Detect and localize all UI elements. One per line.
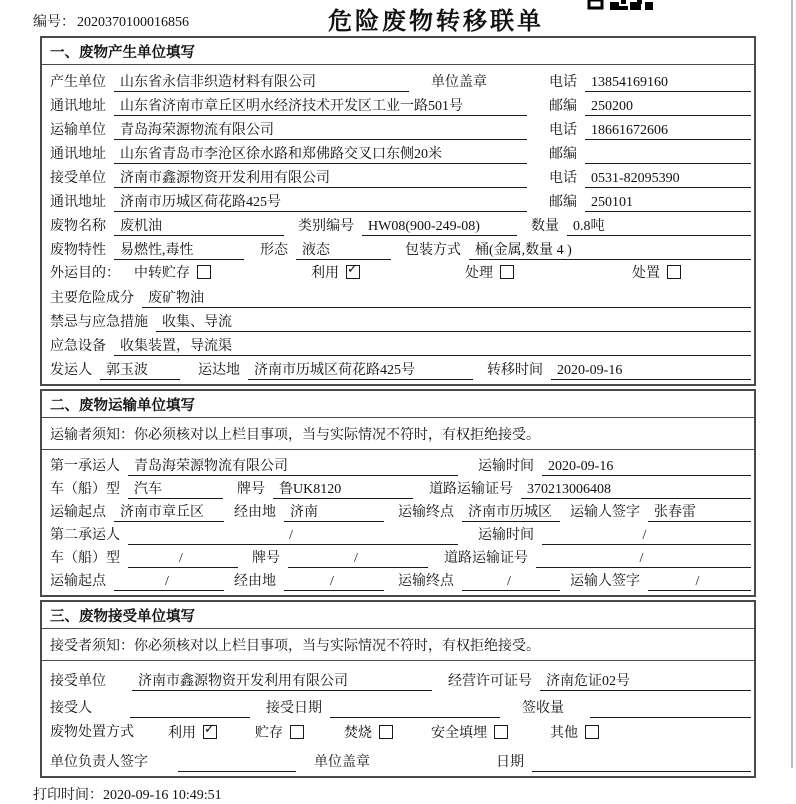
route2-sign-label: 运输人签字 bbox=[570, 574, 640, 589]
transport-notice: 运输者须知：你必须核对以上栏目事项，当与实际情况不符时，有权拒绝接受。 bbox=[42, 418, 754, 450]
transporter-phone-label: 电话 bbox=[549, 123, 577, 138]
section-receiver-rows bbox=[42, 661, 754, 776]
plate1-value: 鲁UK8120 bbox=[273, 481, 413, 499]
producer-zip-value: 250200 bbox=[585, 98, 751, 116]
checkbox-label: 利用 bbox=[168, 725, 196, 741]
transporter-address-value: 山东省青岛市李沧区徐水路和郑佛路交叉口东侧20米 bbox=[114, 146, 527, 164]
route2-via-label: 经由地 bbox=[234, 574, 276, 589]
form-row-waste-traits bbox=[42, 236, 754, 260]
section-receiver-heading: 三、废物接受单位填写 bbox=[42, 602, 754, 629]
checkbox-label: 处理 bbox=[465, 266, 493, 281]
purpose-option-dispose bbox=[632, 262, 681, 282]
form-row-transporter-address bbox=[42, 140, 754, 164]
row-left bbox=[50, 95, 527, 116]
checkbox-icon bbox=[346, 265, 360, 279]
disposal-method-label: 废物处置方式 bbox=[50, 725, 134, 740]
form-row-hazard bbox=[42, 284, 754, 308]
form-row-receiver-address bbox=[42, 188, 754, 212]
plate2-value: / bbox=[288, 550, 428, 568]
checkbox-icon bbox=[197, 265, 211, 279]
contraindication-value: 收集、导流 bbox=[156, 314, 751, 332]
destination-label: 运达地 bbox=[198, 363, 240, 378]
form-row-acceptance bbox=[42, 691, 754, 718]
print-time bbox=[33, 784, 796, 804]
carrier2-value: / bbox=[128, 527, 458, 545]
form-row-equipment bbox=[42, 332, 754, 356]
producer-seal-label: 单位盖章 bbox=[431, 75, 487, 90]
checkbox-label: 其他 bbox=[550, 725, 578, 741]
plate2-label: 牌号 bbox=[252, 551, 280, 566]
acceptance-date-label: 接受日期 bbox=[266, 701, 322, 716]
waste-qty-label: 数量 bbox=[531, 219, 559, 234]
form-row-vehicle1 bbox=[42, 476, 754, 499]
route1-via-value: 济南 bbox=[284, 504, 384, 522]
document-number-value: 2020370100016856 bbox=[77, 15, 189, 30]
checkbox-icon bbox=[290, 725, 304, 739]
waste-packing-label: 包装方式 bbox=[405, 243, 461, 258]
checkbox-icon bbox=[585, 725, 599, 739]
waste-name-label: 废物名称 bbox=[50, 219, 106, 234]
section-receiver bbox=[40, 600, 756, 778]
form-row-dispatch bbox=[42, 356, 754, 380]
waste-traits-label: 废物特性 bbox=[50, 243, 106, 258]
route1-sign-label: 运输人签字 bbox=[570, 505, 640, 520]
row-left bbox=[50, 191, 527, 212]
section-producer bbox=[40, 36, 756, 386]
checkbox-icon bbox=[494, 725, 508, 739]
checkbox-icon bbox=[667, 265, 681, 279]
purpose-option-utilize bbox=[311, 262, 360, 282]
route2-sign-value: / bbox=[648, 573, 751, 591]
carrier2-label: 第二承运人 bbox=[50, 528, 120, 543]
permit-value: 济南危证02号 bbox=[540, 673, 751, 691]
waste-name-value: 废机油 bbox=[114, 218, 284, 236]
destination-value: 济南市历城区荷花路425号 bbox=[248, 362, 473, 380]
license2-label: 道路运输证号 bbox=[444, 551, 528, 566]
transporter-label: 运输单位 bbox=[50, 123, 106, 138]
hazard-label: 主要危险成分 bbox=[50, 291, 134, 306]
section-transport-rows bbox=[42, 450, 754, 595]
disposal-option-other bbox=[550, 722, 599, 742]
form-row-signoff bbox=[42, 745, 754, 772]
license1-label: 道路运输证号 bbox=[429, 482, 513, 497]
form-row-route2 bbox=[42, 568, 754, 591]
checkbox-label: 处置 bbox=[632, 266, 660, 281]
section-transport bbox=[40, 389, 756, 597]
route2-via-value: / bbox=[284, 573, 384, 591]
purpose-option-transfer-storage bbox=[134, 262, 211, 282]
date-label: 日期 bbox=[496, 755, 524, 770]
row-right bbox=[539, 143, 751, 164]
equipment-value: 收集装置，导流渠 bbox=[114, 338, 751, 356]
form-row-carrier1 bbox=[42, 453, 754, 476]
receiver-value: 济南市鑫源物资开发利用有限公司 bbox=[114, 170, 527, 188]
transporter-zip-label: 邮编 bbox=[549, 147, 577, 162]
section-producer-heading: 一、废物产生单位填写 bbox=[42, 38, 754, 65]
responsible-sign-label: 单位负责人签字 bbox=[50, 755, 148, 770]
received-qty-value bbox=[590, 700, 751, 718]
producer-phone-label: 电话 bbox=[549, 75, 577, 90]
disposal-option-utilize bbox=[168, 722, 217, 742]
route2-start-value: / bbox=[114, 573, 224, 591]
dispatcher-label: 发运人 bbox=[50, 363, 92, 378]
route1-start-label: 运输起点 bbox=[50, 505, 106, 520]
date-value bbox=[532, 754, 751, 772]
waste-form-label: 形态 bbox=[260, 243, 288, 258]
row-left bbox=[50, 167, 527, 188]
row-left bbox=[50, 143, 527, 164]
waste-code-label: 类别编号 bbox=[298, 219, 354, 234]
route1-via-label: 经由地 bbox=[234, 505, 276, 520]
route2-end-label: 运输终点 bbox=[398, 574, 454, 589]
form-row-producer-address bbox=[42, 92, 754, 116]
equipment-label: 应急设备 bbox=[50, 339, 106, 354]
carrier1-time-value: 2020-09-16 bbox=[542, 458, 751, 476]
receiving-unit-value: 济南市鑫源物资开发利用有限公司 bbox=[132, 673, 432, 691]
received-qty-label: 签收量 bbox=[522, 701, 564, 716]
transporter-zip-value bbox=[585, 146, 751, 164]
section-producer-rows bbox=[42, 65, 754, 384]
carrier2-time-value: / bbox=[542, 527, 751, 545]
qr-code-fragment-icon bbox=[588, 0, 654, 10]
row-right bbox=[539, 167, 751, 188]
purpose-option-treat bbox=[465, 262, 514, 282]
form-row-producer bbox=[42, 68, 754, 92]
producer-label: 产生单位 bbox=[50, 75, 106, 90]
form-header bbox=[0, 0, 796, 36]
receiver-notice: 接受者须知：你必须核对以上栏目事项，当与实际情况不符时，有权拒绝接受。 bbox=[42, 629, 754, 661]
acceptor-label: 接受人 bbox=[50, 701, 92, 716]
transporter-value: 青岛海荣源物流有限公司 bbox=[114, 122, 527, 140]
receiving-unit-label: 接受单位 bbox=[50, 674, 106, 689]
carrier1-value: 青岛海荣源物流有限公司 bbox=[128, 458, 458, 476]
checkbox-label: 焚烧 bbox=[344, 725, 372, 741]
form-row-route1 bbox=[42, 499, 754, 522]
producer-phone-value: 13854169160 bbox=[585, 74, 751, 92]
waste-qty-value: 0.8吨 bbox=[567, 218, 751, 236]
checkbox-icon bbox=[379, 725, 393, 739]
route1-end-label: 运输终点 bbox=[398, 505, 454, 520]
vehicle1-label: 车（船）型 bbox=[50, 482, 120, 497]
waste-form-value: 液态 bbox=[296, 242, 391, 260]
receiver-address-label: 通讯地址 bbox=[50, 195, 106, 210]
row-left bbox=[50, 71, 527, 92]
section-transport-heading: 二、废物运输单位填写 bbox=[42, 391, 754, 418]
checkbox-label: 利用 bbox=[311, 266, 339, 281]
vehicle2-value: / bbox=[128, 550, 238, 568]
checkbox-label: 安全填埋 bbox=[431, 725, 487, 741]
form-row-contraindication bbox=[42, 308, 754, 332]
print-time-value: 2020-09-16 10:49:51 bbox=[103, 788, 222, 803]
purpose-label: 外运目的： bbox=[50, 265, 120, 281]
form-row-vehicle2 bbox=[42, 545, 754, 568]
form-row-carrier2 bbox=[42, 522, 754, 545]
receiver-zip-label: 邮编 bbox=[549, 195, 577, 210]
route1-sign-value: 张春雷 bbox=[648, 504, 751, 522]
permit-label: 经营许可证号 bbox=[448, 674, 532, 689]
document-number bbox=[33, 11, 189, 31]
checkbox-label: 中转贮存 bbox=[134, 266, 190, 281]
license1-value: 370213006408 bbox=[521, 481, 751, 499]
route1-end-value: 济南市历城区 bbox=[462, 504, 560, 522]
transporter-phone-value: 18661672606 bbox=[585, 122, 751, 140]
producer-zip-label: 邮编 bbox=[549, 99, 577, 114]
checkbox-icon bbox=[203, 725, 217, 739]
plate1-label: 牌号 bbox=[237, 482, 265, 497]
transporter-address-label: 通讯地址 bbox=[50, 147, 106, 162]
row-left bbox=[50, 119, 527, 140]
license2-value: / bbox=[536, 550, 751, 568]
route2-end-value: / bbox=[462, 573, 560, 591]
form-row-disposal-method bbox=[42, 718, 754, 745]
route2-start-label: 运输起点 bbox=[50, 574, 106, 589]
route1-start-value: 济南市章丘区 bbox=[114, 504, 224, 522]
document-number-label: 编号： bbox=[33, 15, 75, 30]
receiver-label: 接受单位 bbox=[50, 171, 106, 186]
row-right bbox=[539, 191, 751, 212]
producer-value: 山东省永信非织造材料有限公司 bbox=[114, 74, 409, 92]
acceptor-value bbox=[130, 700, 250, 718]
disposal-option-landfill bbox=[431, 722, 508, 742]
transfer-time-label: 转移时间 bbox=[487, 363, 543, 378]
form-title: 危险废物转移联单 bbox=[328, 8, 544, 35]
carrier2-time-label: 运输时间 bbox=[478, 528, 534, 543]
form-row-purpose bbox=[42, 260, 754, 284]
hazard-value: 废矿物油 bbox=[142, 290, 751, 308]
waste-code-value: HW08(900-249-08) bbox=[362, 218, 517, 236]
acceptance-date-value bbox=[330, 700, 500, 718]
waste-traits-value: 易燃性,毒性 bbox=[114, 242, 244, 260]
carrier1-label: 第一承运人 bbox=[50, 459, 120, 474]
row-right bbox=[539, 119, 751, 140]
producer-address-value: 山东省济南市章丘区明水经济技术开发区工业一路501号 bbox=[114, 98, 527, 116]
page-edge-line bbox=[791, 0, 793, 768]
vehicle1-value: 汽车 bbox=[128, 481, 223, 499]
row-right bbox=[539, 95, 751, 116]
transfer-time-value: 2020-09-16 bbox=[551, 362, 751, 380]
receiver-phone-label: 电话 bbox=[549, 171, 577, 186]
producer-address-label: 通讯地址 bbox=[50, 99, 106, 114]
receiver-phone-value: 0531-82095390 bbox=[585, 170, 751, 188]
vehicle2-label: 车（船）型 bbox=[50, 551, 120, 566]
print-time-label: 打印时间： bbox=[33, 788, 103, 803]
contraindication-label: 禁忌与应急措施 bbox=[50, 315, 148, 330]
receiver-zip-value: 250101 bbox=[585, 194, 751, 212]
receiver-address-value: 济南市历城区荷花路425号 bbox=[114, 194, 527, 212]
dispatcher-value: 郭玉波 bbox=[100, 362, 180, 380]
checkbox-label: 贮存 bbox=[255, 725, 283, 741]
waste-packing-value: 桶(金属,数量 4 ) bbox=[469, 242, 751, 260]
disposal-option-incinerate bbox=[344, 722, 393, 742]
form-row-waste-name bbox=[42, 212, 754, 236]
disposal-option-store bbox=[255, 722, 304, 742]
form-row-receiving-unit bbox=[42, 664, 754, 691]
unit-seal-label: 单位盖章 bbox=[314, 755, 370, 770]
carrier1-time-label: 运输时间 bbox=[478, 459, 534, 474]
form-row-transporter bbox=[42, 116, 754, 140]
checkbox-icon bbox=[500, 265, 514, 279]
row-right bbox=[539, 71, 751, 92]
form-row-receiver bbox=[42, 164, 754, 188]
responsible-sign-value bbox=[178, 754, 296, 772]
